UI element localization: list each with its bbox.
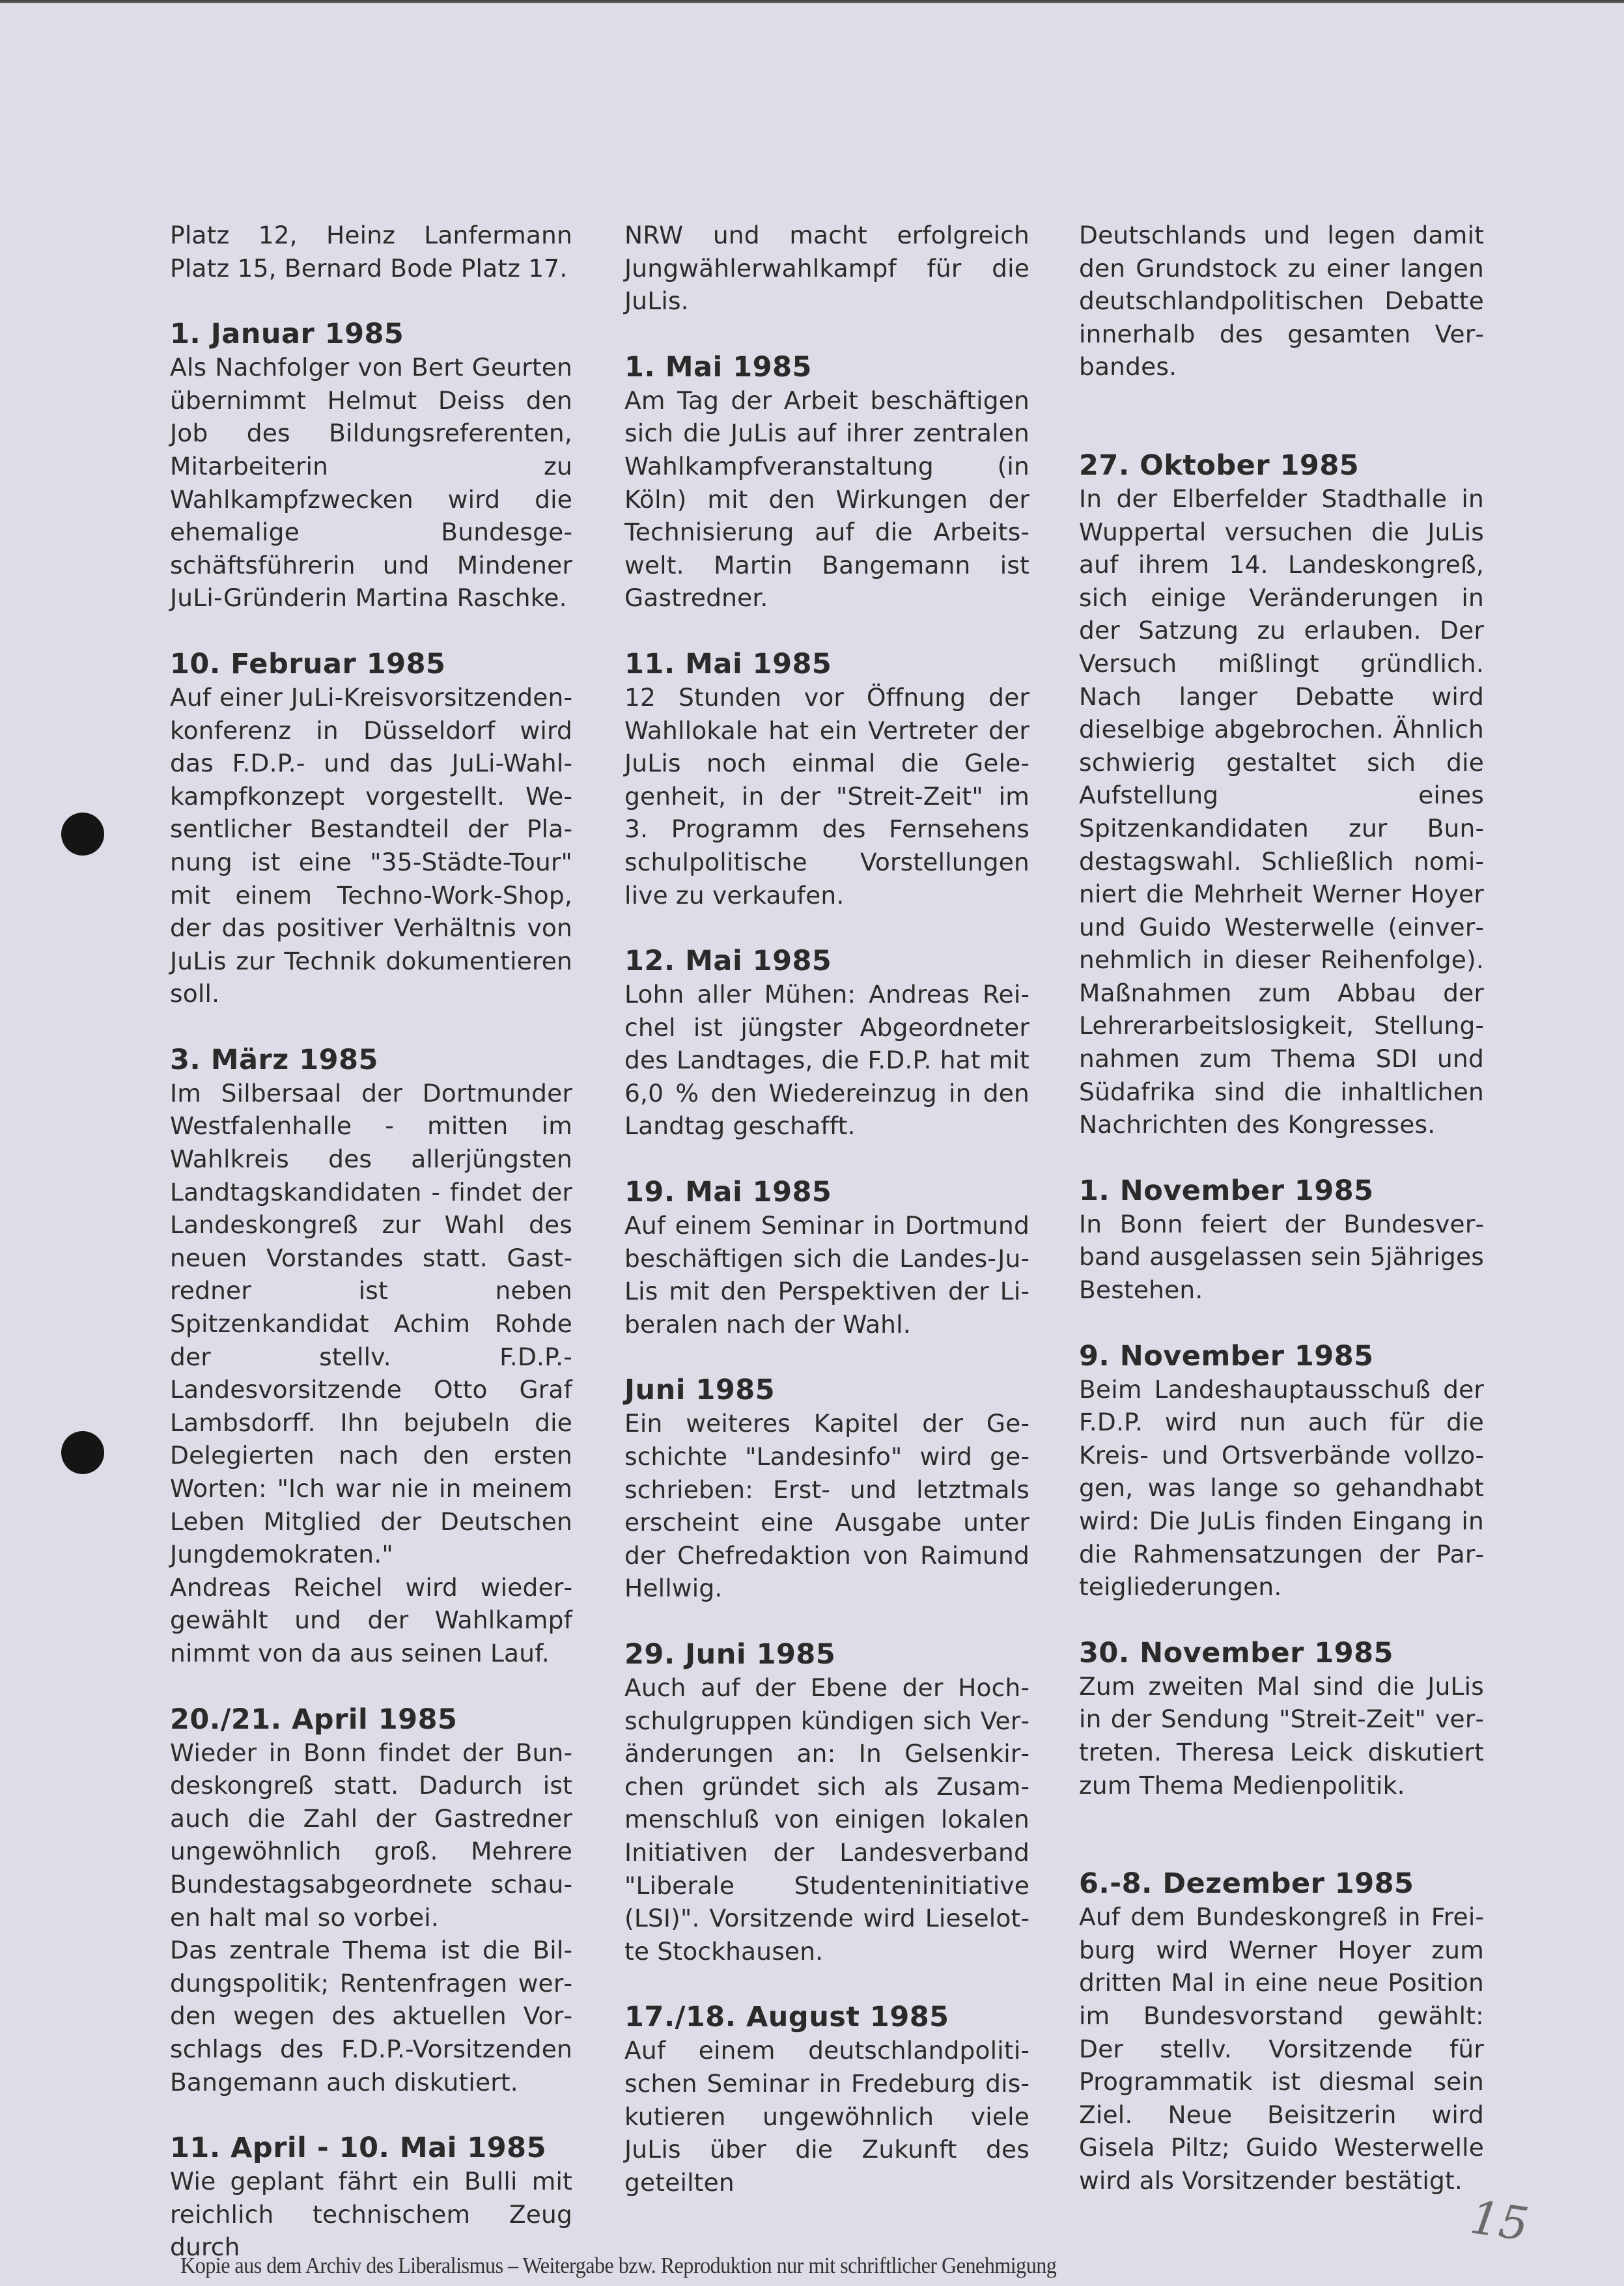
entry-text: Wieder in Bonn findet der Bundeskongreß statt. Dadurch ist auch die Zahl der Gastredner ungewöhnlich groß. Mehrere Bundestagsabgeordnete schauen halt mal so vorbei. <box>170 1738 572 1932</box>
entry-text: Auf dem Bundeskongreß in Freiburg wird Werner Hoyer zum dritten Mal in eine neue Position im Bundesvorstand gewählt: Der stellv. Vorsitzende für Programmatik ist diesmal sein Ziel. Neue Beisitzerin wird Gisela Piltz; Guido Westerwelle wird als Vorsitzender bestätigt. <box>1079 1903 1484 2195</box>
chronicle-entry <box>170 1703 572 2099</box>
entry-text: Wie geplant fährt ein Bulli mit reichlich technischem Zeug durch <box>170 2167 572 2262</box>
chronicle-entry <box>624 350 1029 615</box>
chronicle-entry <box>624 1175 1029 1341</box>
entry-date: 27. Oktober 1985 <box>1079 449 1360 482</box>
entry-text: Ein weiteres Kapitel der Geschichte "Landesinfo" wird geschrieben: Erst- und letztmals erscheint eine Ausgabe unter der Chefredaktion von Raimund Hellwig. <box>624 1409 1029 1603</box>
chronicle-entry <box>1079 1636 1484 1802</box>
entry-text: Zum zweiten Mal sind die JuLis in der Sendung "Streit-Zeit" vertreten. Theresa Leick diskutiert zum Thema Medienpolitik. <box>1079 1671 1484 1800</box>
entry-text: Lohn aller Mühen: Andreas Reichel ist jüngster Abgeordneter des Landtages, die F.D.P. hat mit 6,0 % den Wiedereinzug in den Landtag geschafft. <box>624 980 1029 1141</box>
punch-hole-upper <box>61 813 104 856</box>
entry-text: Andreas Reichel wird wiedergewählt und der Wahlkampf nimmt von da aus seinen Lauf. <box>170 1572 572 1667</box>
entry-text: Als Nachfolger von Bert Geurten übernimmt Helmut Deiss den Job des Bildungsreferenten, Mitarbeiterin zu Wahlkampfzwecken wird die ehemalige Bundesgeschäftsführerin und Mindener JuLi-Gründerin Martina Raschke. <box>170 353 572 613</box>
entry-text: In Bonn feiert der Bundesverband ausgelassen sein 5jähriges Bestehen. <box>1079 1209 1484 1305</box>
entry-date: 11. April - 10. Mai 1985 <box>170 2132 547 2165</box>
entry-date: 11. Mai 1985 <box>624 647 832 680</box>
chronicle-entry <box>1079 449 1484 1141</box>
entry-date: 30. November 1985 <box>1079 1636 1393 1669</box>
entry-text: Auf einer JuLi-Kreisvorsitzendenkonferenz in Düsseldorf wird das F.D.P.- und das JuLi-Wahlkampfkonzept vorgestellt. Wesentlicher Bestandteil der Planung ist eine "35-Städte-Tour" mit einem Techno-Work-Shop, der das positiver Verhältnis von JuLis zur Technik dokumentieren soll. <box>170 682 572 1009</box>
continued-text: NRW und macht erfolgreich Jungwählerwahlkampf für die JuLis. <box>624 221 1029 316</box>
scan-top-edge <box>0 0 1624 3</box>
continued-text: Deutschlands und legen damit den Grundstock zu einer langen deutschlandpolitischen Debatte innerhalb des gesamten Verbandes. <box>1079 221 1484 382</box>
chronicle-entry <box>1079 1174 1484 1307</box>
chronicle-entry <box>624 944 1029 1143</box>
entry-date: Juni 1985 <box>624 1374 776 1407</box>
entry-date: 9. November 1985 <box>1079 1339 1374 1373</box>
chronicle-entry <box>624 1373 1029 1605</box>
punch-hole-lower <box>61 1431 104 1474</box>
entry-text: Das zentrale Thema ist die Bildungspolitik; Rentenfragen werden wegen des aktuellen Vorschlags des F.D.P.-Vorsitzenden Bangemann auch diskutiert. <box>170 1936 572 2097</box>
entry-date: 10. Februar 1985 <box>170 647 446 680</box>
entry-date: 3. März 1985 <box>170 1043 378 1076</box>
chronicle-entry <box>624 647 1029 912</box>
entry-text: Auf einem Seminar in Dortmund beschäftigen sich die Landes-JuLis mit den Perspektiven der Liberalen nach der Wahl. <box>624 1211 1029 1339</box>
text-column-1 <box>170 219 572 2264</box>
entry-date: 1. Januar 1985 <box>170 318 404 351</box>
entry-text: 12 Stunden vor Öffnung der Wahllokale hat ein Vertreter der JuLis noch einmal die Gelegenheit, in der "Streit-Zeit" im 3. Programm des Fernsehens schulpolitische Vorstellungen live zu verkaufen. <box>624 682 1029 910</box>
entry-date: 1. Mai 1985 <box>624 350 812 383</box>
chronicle-entry <box>624 1638 1029 1968</box>
chronicle-entry <box>170 317 572 615</box>
chronicle-entry <box>170 1043 572 1670</box>
entry-date: 1. November 1985 <box>1079 1174 1374 1207</box>
continued-text: Platz 12, Heinz Lanfermann Platz 15, Bernard Bode Platz 17. <box>170 221 572 283</box>
entry-date: 6.-8. Dezember 1985 <box>1079 1867 1414 1901</box>
text-column-3 <box>1079 219 1484 2197</box>
entry-text: Im Silbersaal der Dortmunder Westfalenhalle - mitten im Wahlkreis des allerjüngsten Landtagskandidaten - findet der Landeskongreß zur Wahl des neuen Vorstandes statt. Gastredner ist neben Spitzenkandidat Achim Rohde der stellv. F.D.P.-Landesvorsitzende Otto Graf Lambsdorff. Ihn bejubeln die Delegierten nach den ersten Worten: "Ich war nie in meinem Leben Mitglied der Deutschen Jungdemokraten." <box>170 1078 572 1569</box>
entry-date: 12. Mai 1985 <box>624 945 832 978</box>
handwritten-page-number: 15 <box>1466 2190 1532 2251</box>
entry-date: 20./21. April 1985 <box>170 1703 458 1736</box>
entry-text: Am Tag der Arbeit beschäftigen sich die JuLis auf ihrer zentralen Wahlkampfveranstaltung (in Köln) mit den Wirkungen der Technisierung auf die Arbeitswelt. Martin Bangemann ist Gastredner. <box>624 385 1029 613</box>
entry-text: Auch auf der Ebene der Hochschulgruppen kündigen sich Veränderungen an: In Gelsenkirchen gründet sich als Zusammenschluß von einigen lokalen Initiativen der Landesverband "Liberale Studenteninitiative (LSI)". Vorsitzende wird Lieselotte Stockhausen. <box>624 1673 1029 1966</box>
archive-footer-notice: Kopie aus dem Archiv des Liberalismus – Weitergabe bzw. Reproduktion nur mit schriftlicher Genehmigung <box>180 2253 1057 2278</box>
chronicle-entry <box>170 647 572 1011</box>
chronicle-entry <box>624 2000 1029 2199</box>
entry-date: 19. Mai 1985 <box>624 1176 832 1209</box>
entry-text: Auf einem deutschlandpolitischen Seminar in Fredeburg diskutieren ungewöhnlich viele JuLis über die Zukunft des geteilten <box>624 2036 1029 2197</box>
chronicle-entry <box>1079 1867 1484 2197</box>
text-column-2 <box>624 219 1029 2199</box>
entry-text: In der Elberfelder Stadthalle in Wuppertal versuchen die JuLis auf ihrem 14. Landeskongreß, sich einige Veränderungen in der Satzung zu erlauben. Der Versuch mißlingt gründlich. Nach langer Debatte wird dieselbige abgebrochen. Ähnlich schwierig gestaltet sich die Aufstellung eines Spitzenkandidaten zur Bundestagswahl. Schließlich nominiert die Mehrheit Werner Hoyer und Guido Westerwelle (einvernehmlich in dieser Reihenfolge). Maßnahmen zum Abbau der Lehrerarbeitslosigkeit, Stellungnahmen zum Thema SDI und Südafrika sind die inhaltlichen Nachrichten des Kongresses. <box>1079 484 1484 1139</box>
chronicle-entry <box>1079 1339 1484 1604</box>
chronicle-entry <box>170 2131 572 2264</box>
entry-text: Beim Landeshauptausschuß der F.D.P. wird nun auch für die Kreis- und Ortsverbände vollzogen, was lange so gehandhabt wird: Die JuLis finden Eingang in die Rahmensatzungen der Parteigliederungen. <box>1079 1374 1484 1602</box>
entry-date: 29. Juni 1985 <box>624 1638 836 1671</box>
entry-date: 17./18. August 1985 <box>624 2001 949 2034</box>
